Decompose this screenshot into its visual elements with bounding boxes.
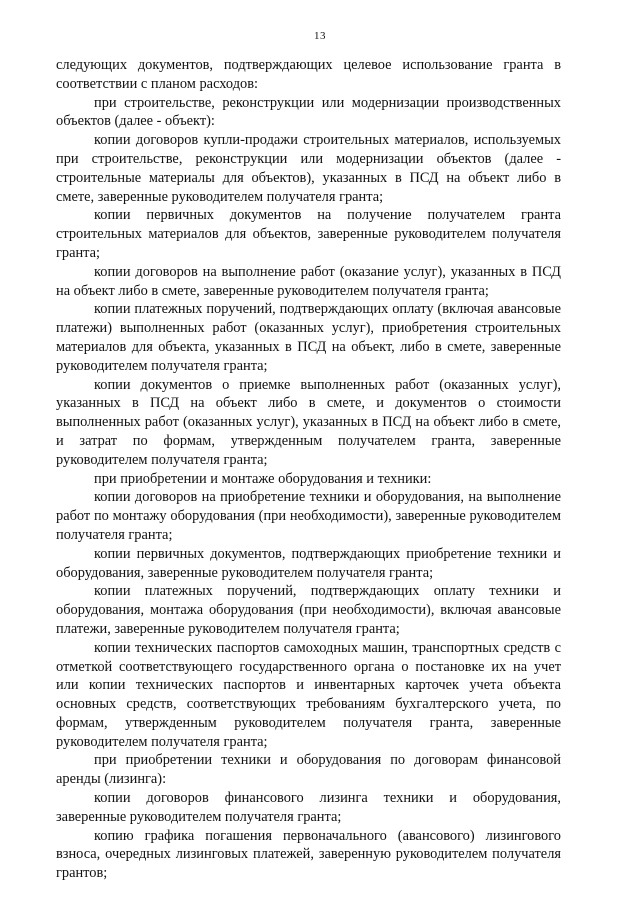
body-paragraph: следующих документов, подтверждающих целевое использование гранта в соответствии с планом расходов:	[56, 57, 561, 92]
body-paragraph: копию графика погашения первоначального (авансового) лизингового взноса, очередных лизинговых платежей, заверенную руководителем получателя грантов;	[56, 827, 561, 882]
body-paragraph: копии платежных поручений, подтверждающих оплату техники и оборудования, монтажа оборудования (при необходимости), включая авансовые платежи, заверенные руководителем получателя гранта;	[56, 583, 561, 637]
body-paragraph: копии договоров финансового лизинга техники и оборудования, заверенные руководителем получателя гранта;	[56, 790, 561, 825]
page-number: 13	[314, 30, 326, 42]
body-paragraph: копии договоров на выполнение работ (оказание услуг), указанных в ПСД на объект либо в смете, заверенные руководителем получателя гранта;	[56, 263, 561, 299]
body-paragraph: копии договоров купли-продажи строительных материалов, используемых при строительстве, реконструкции или модернизации объектов (далее - строительные материалы для объектов), указанных в ПСД на объект либо в смете, заверенные руководителем получателя гранта;	[56, 132, 561, 205]
body-paragraph: при приобретении и монтаже оборудования и техники:	[94, 470, 432, 487]
body-paragraph: при строительстве, реконструкции или модернизации производственных объектов (далее - объект):	[56, 94, 561, 130]
document-body	[56, 56, 561, 883]
body-paragraph: копии первичных документов на получение получателем гранта строительных материалов для объектов, заверенные руководителем получателя гранта;	[56, 207, 561, 261]
body-paragraph: копии документов о приемке выполненных работ (оказанных услуг), указанных в ПСД на объект либо в смете, и документов о стоимости выполненных работ (оказанных услуг), указанных в ПСД на объект либо в смете, и затрат по формам, утвержденным получателем гранта, заверенные руководителем получателя гранта;	[56, 376, 561, 468]
body-paragraph: копии технических паспортов самоходных машин, транспортных средств с отметкой соответствующего государственного органа о постановке их на учет или копии технических паспортов и инвентарных карточек учета объекта основных средств, соответствующих требованиям бухгалтерского учета, по формам, утвержденным руководителем получателя гранта, заверенные руководителем получателя гранта;	[56, 639, 561, 750]
body-paragraph: копии первичных документов, подтверждающих приобретение техники и оборудования, заверенные руководителем получателя гранта;	[56, 545, 561, 581]
body-paragraph: копии договоров на приобретение техники и оборудования, на выполнение работ по монтажу оборудования (при необходимости), заверенные руководителем получателя гранта;	[56, 489, 561, 543]
body-paragraph: при приобретении техники и оборудования по договорам финансовой аренды (лизинга):	[56, 752, 561, 788]
body-paragraph: копии платежных поручений, подтверждающих оплату (включая авансовые платежи) выполненных работ (оказанных услуг), приобретения строительных материалов для объекта, указанных в ПСД на объект, либо в смете, заверенные руководителем получателя гранта;	[56, 301, 561, 374]
